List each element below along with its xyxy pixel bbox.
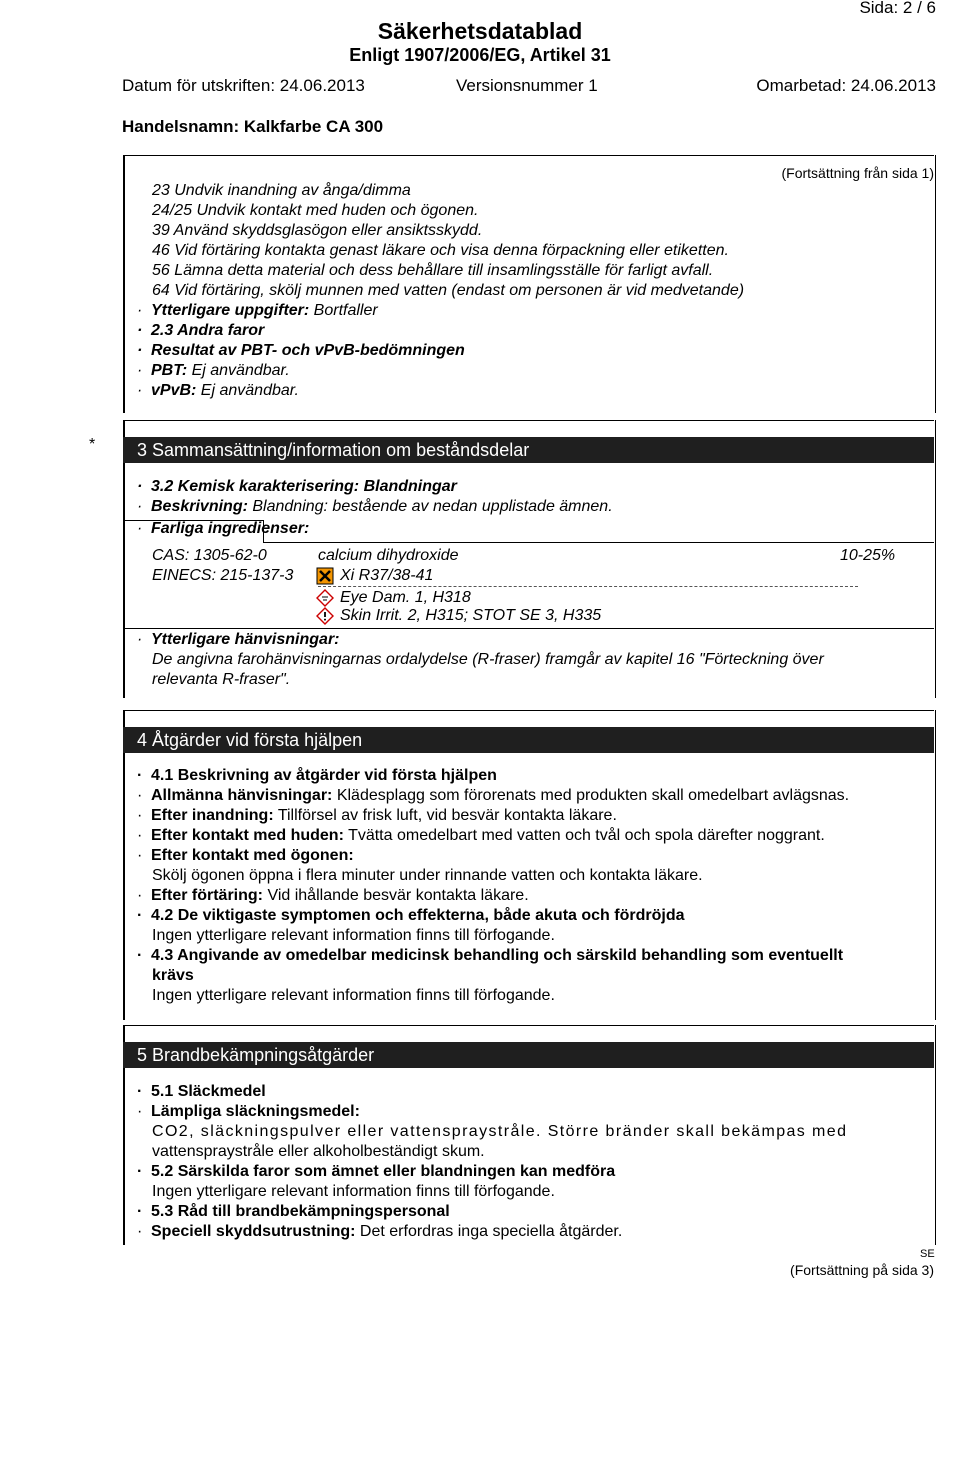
- phrase-line: 23 Undvik inandning av ånga/dimma: [152, 182, 411, 199]
- ingestion-value: Vid ihållande besvär kontakta läkare.: [263, 887, 529, 904]
- general-advice-value: Klädesplagg som förorenats med produkten skall omedelbart avlägsnas.: [332, 787, 850, 804]
- extra-info-line: · Ytterligare uppgifter: Bortfaller: [137, 302, 378, 319]
- subsection-4-1: · 4.1 Beskrivning av åtgärder vid första hjälpen: [137, 767, 497, 784]
- inhalation-value: Tillförsel av frisk luft, vid besvär kontakta läkare.: [273, 807, 617, 824]
- subsection-4-3: · 4.3 Angivande av omedelbar medicinsk behandling och särskild behandling som eventuellt: [137, 947, 844, 964]
- corrosion-icon: [316, 589, 334, 607]
- ppe-label: Speciell skyddsutrustning:: [151, 1223, 356, 1240]
- eye-contact-label: Efter kontakt med ögonen:: [151, 847, 354, 864]
- ingredients-label: Farliga ingredienser:: [151, 520, 310, 537]
- classification-eye-text: Eye Dam. 1, H318: [340, 589, 471, 607]
- suitable-media-text-2: vattenspraystråle eller alkoholbeständigt skum.: [152, 1143, 485, 1160]
- einecs-number: EINECS: 215-137-3: [152, 567, 294, 584]
- suitable-media-text-1: CO2, släckningspulver eller vattenspraystråle. Större bränder skall bekämpas med: [152, 1123, 848, 1140]
- classification-divider: [318, 586, 858, 587]
- subsection-5-1-title: 5.1 Släckmedel: [151, 1083, 266, 1100]
- pbt-label: PBT:: [151, 362, 188, 379]
- trade-name: Handelsnamn: Kalkfarbe CA 300: [122, 117, 384, 136]
- ingredients-line: · Farliga ingredienser:: [137, 520, 310, 537]
- version-number: Versionsnummer 1: [456, 76, 598, 95]
- subsection-4-3-value: Ingen ytterligare relevant information finns till förfogande.: [152, 987, 555, 1004]
- skin-contact-value: Tvätta omedelbart med vatten och tvål och spola därefter noggrant.: [343, 827, 825, 844]
- section4-frame: [123, 710, 936, 1020]
- notes-text-1: De angivna farohänvisningarnas ordalydelse (R-fraser) framgår av kapitel 16 "Förteckning över: [152, 651, 824, 668]
- classification-eye: [316, 589, 471, 607]
- suitable-media-line: · Lämpliga släckningsmedel:: [137, 1103, 360, 1120]
- classification-xi: [316, 567, 433, 585]
- inhalation-line: · Efter inandning: Tillförsel av frisk luft, vid besvär kontakta läkare.: [137, 807, 617, 824]
- substance-name: calcium dihydroxide: [318, 547, 459, 564]
- vpvb-label: vPvB:: [151, 382, 197, 399]
- subsection-3-2-title: 3.2 Kemisk karakterisering: Blandningar: [151, 478, 457, 495]
- ingestion-line: · Efter förtäring: Vid ihållande besvär kontakta läkare.: [137, 887, 529, 904]
- ppe-line: · Speciell skyddsutrustning: Det erfordras inga speciella åtgärder.: [137, 1223, 623, 1240]
- revision-marker: *: [89, 436, 96, 453]
- notes-label: Ytterligare hänvisningar:: [151, 631, 340, 648]
- extra-info-value: Bortfaller: [309, 302, 378, 319]
- skin-contact-line: · Efter kontakt med huden: Tvätta omedelbart med vatten och tvål och spola därefter noggrant.: [137, 827, 825, 844]
- eye-contact-line: · Efter kontakt med ögonen:: [137, 847, 354, 864]
- phrase-line: 39 Använd skyddsglasögon eller ansiktsskydd.: [152, 222, 483, 239]
- description-label: Beskrivning:: [151, 498, 248, 515]
- subsection-3-2: · 3.2 Kemisk karakterisering: Blandningar: [137, 478, 457, 495]
- pbt-result-title: Resultat av PBT- och vPvB-bedömningen: [151, 342, 465, 359]
- subsection-5-2-value: Ingen ytterligare relevant information finns till förfogande.: [152, 1183, 555, 1200]
- subsection-4-3-title: 4.3 Angivande av omedelbar medicinsk behandling och särskild behandling som eventuellt: [151, 947, 844, 964]
- description-value: Blandning: bestående av nedan upplistade ämnen.: [247, 498, 613, 515]
- subsection-4-3-title-cont: krävs: [152, 967, 194, 984]
- cas-number: CAS: 1305-62-0: [152, 547, 267, 564]
- language-code: SE: [920, 1248, 935, 1260]
- concentration: 10-25%: [840, 547, 896, 564]
- document-title: Säkerhetsdatablad: [377, 18, 583, 44]
- section4-heading: 4 Åtgärder vid första hjälpen: [123, 727, 934, 753]
- general-advice-label: Allmänna hänvisningar:: [151, 787, 333, 804]
- notes-line: · Ytterligare hänvisningar:: [137, 631, 340, 648]
- classification-skin-text: Skin Irrit. 2, H315; STOT SE 3, H335: [340, 607, 602, 625]
- suitable-media-label: Lämpliga släckningsmedel:: [151, 1103, 360, 1120]
- section5-heading: 5 Brandbekämpningsåtgärder: [123, 1042, 934, 1068]
- vpvb-line: · vPvB: Ej användbar.: [137, 382, 299, 399]
- pbt-line: · PBT: Ej användbar.: [137, 362, 290, 379]
- classification-xi-text: Xi R37/38-41: [340, 567, 434, 585]
- phrase-line: 46 Vid förtäring kontakta genast läkare och visa denna förpackning eller etiketten.: [152, 242, 729, 259]
- ppe-value: Det erfordras inga speciella åtgärder.: [355, 1223, 623, 1240]
- ingestion-label: Efter förtäring:: [151, 887, 263, 904]
- print-date: Datum för utskriften: 24.06.2013: [122, 76, 365, 95]
- eye-contact-value: Skölj ögonen öppna i flera minuter under rinnande vatten och kontakta läkare.: [152, 867, 703, 884]
- revision-date: Omarbetad: 24.06.2013: [756, 76, 936, 95]
- subsection-5-3-title: 5.3 Råd till brandbekämpningspersonal: [151, 1203, 450, 1220]
- skin-contact-label: Efter kontakt med huden:: [151, 827, 344, 844]
- harmful-cross-icon: [316, 567, 334, 585]
- subsection-5-1: · 5.1 Släckmedel: [137, 1083, 266, 1100]
- subsection-4-1-title: 4.1 Beskrivning av åtgärder vid första hjälpen: [151, 767, 497, 784]
- subsection-5-2-title: 5.2 Särskilda faror som ämnet eller blandningen kan medföra: [151, 1163, 616, 1180]
- subsection-5-2: · 5.2 Särskilda faror som ämnet eller blandningen kan medföra: [137, 1163, 616, 1180]
- pbt-result-heading: · Resultat av PBT- och vPvB-bedömningen: [137, 342, 465, 359]
- section3-heading: 3 Sammansättning/information om beståndsdelar: [123, 437, 934, 463]
- pbt-value: Ej användbar.: [187, 362, 290, 379]
- document-subtitle: Enligt 1907/2006/EG, Artikel 31: [349, 45, 611, 65]
- phrase-line: 24/25 Undvik kontakt med huden och ögonen.: [152, 202, 479, 219]
- continued-on: (Fortsättning på sida 3): [790, 1262, 934, 1278]
- subsection-4-2: · 4.2 De viktigaste symptomen och effekterna, både akuta och fördröjda: [137, 907, 685, 924]
- exclamation-icon: [316, 607, 334, 625]
- general-advice-line: · Allmänna hänvisningar: Klädesplagg som förorenats med produkten skall omedelbart avlägsnas.: [137, 787, 850, 804]
- continued-from: (Fortsättning från sida 1): [781, 165, 934, 181]
- phrase-line: 56 Lämna detta material och dess behållare till insamlingsställe för farligt avfall.: [152, 262, 714, 279]
- subsection-4-2-title: 4.2 De viktigaste symptomen och effekterna, både akuta och fördröjda: [151, 907, 685, 924]
- subsection-2-3-title: 2.3 Andra faror: [151, 322, 265, 339]
- extra-info-label: Ytterligare uppgifter:: [151, 302, 310, 319]
- notes-text-2: relevanta R-fraser".: [152, 671, 291, 688]
- page-number: Sida: 2 / 6: [859, 0, 936, 17]
- subsection-2-3: · 2.3 Andra faror: [137, 322, 265, 339]
- inhalation-label: Efter inandning:: [151, 807, 274, 824]
- subsection-5-3: · 5.3 Råd till brandbekämpningspersonal: [137, 1203, 450, 1220]
- subsection-4-2-value: Ingen ytterligare relevant information finns till förfogande.: [152, 927, 555, 944]
- classification-skin: [316, 607, 601, 625]
- vpvb-value: Ej användbar.: [196, 382, 299, 399]
- description-line: · Beskrivning: Blandning: bestående av nedan upplistade ämnen.: [137, 498, 613, 515]
- phrase-line: 64 Vid förtäring, skölj munnen med vatten (endast om personen är vid medvetande): [152, 282, 745, 299]
